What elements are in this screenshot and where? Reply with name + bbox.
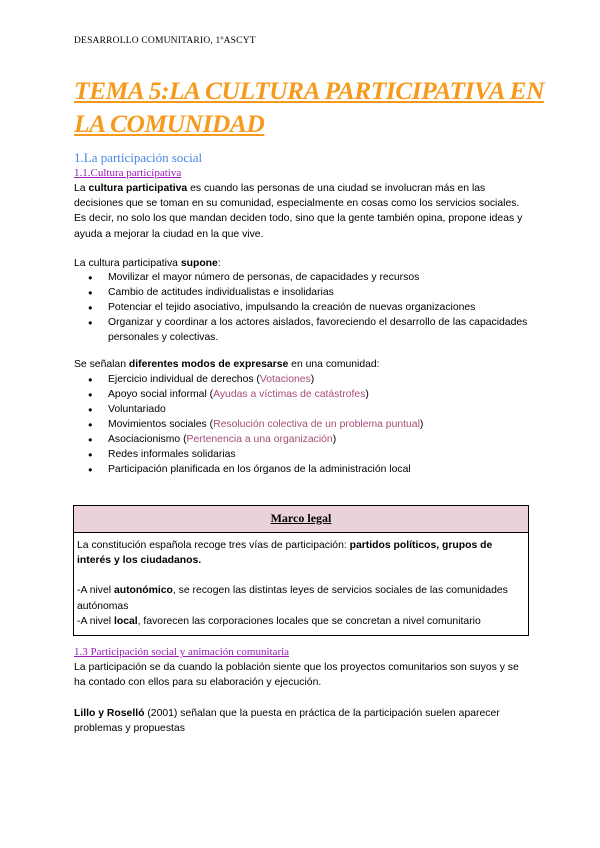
list-item: ● Participación planificada en los órganos de la administración local bbox=[74, 462, 528, 477]
list-item: ● Apoyo social informal (Ayudas a víctimas de catástrofes) bbox=[74, 387, 528, 402]
list-item: ● Redes informales solidarias bbox=[74, 447, 528, 462]
page-title: TEMA 5:LA CULTURA PARTICIPATIVA EN LA COMUNIDAD bbox=[74, 76, 544, 138]
list-item: ● Movimientos sociales (Resolución colectiva de un problema puntual) bbox=[74, 417, 528, 432]
list-item: ● Cambio de actitudes individualistas e insolidarias bbox=[74, 285, 528, 300]
marco-legal-heading: Marco legal bbox=[74, 506, 528, 533]
example-text: Ayudas a víctimas de catástrofes bbox=[213, 389, 366, 400]
lillo-paragraph: Lillo y Roselló (2001) señalan que la puesta en práctica de la participación suelen aparecer problemas y propuestas bbox=[74, 708, 500, 735]
list-item: ● Ejercicio individual de derechos (Votaciones) bbox=[74, 372, 528, 387]
list-item: ● Voluntariado bbox=[74, 402, 528, 417]
list-item: ● Movilizar el mayor número de personas, de capacidades y recursos bbox=[74, 270, 528, 285]
section-heading-participacion-social: 1.La participación social bbox=[74, 150, 203, 165]
page-header: DESARROLLO COMUNITARIO, 1ºASCYT bbox=[74, 36, 256, 46]
marco-legal-body: La constitución española recoge tres vías de participación: partidos políticos, grupos de interés y los ciudadanos. -A nivel autonómico, se recogen las distintas leyes de servicios sociales de las comunidades autónomas -A nivel local, favorecen las corporaciones locales que se concretan a nivel comunitario bbox=[77, 540, 508, 627]
list-item: ● Asociacionismo (Pertenencia a una organización) bbox=[74, 432, 528, 447]
subsection-heading-cultura-participativa: 1.1.Cultura participativa bbox=[74, 167, 182, 179]
example-text: Pertenencia a una organización bbox=[186, 434, 333, 445]
marco-legal-table bbox=[73, 505, 529, 636]
supone-list bbox=[74, 270, 528, 345]
modos-list bbox=[74, 372, 528, 477]
list-item: ● Organizar y coordinar a los actores aislados, favoreciendo el desarrollo de las capacidades personales y colectivas. bbox=[74, 315, 528, 345]
supone-paragraph: La cultura participativa supone: bbox=[74, 258, 221, 269]
example-text: Resolución colectiva de un problema puntual bbox=[213, 419, 420, 430]
example-text: Votaciones bbox=[259, 374, 311, 385]
subsection-heading-animacion-comunitaria: 1.3 Participación social y animación comunitaria bbox=[74, 646, 290, 658]
term-cultura-participativa: cultura participativa bbox=[88, 183, 188, 194]
intro-paragraph: La cultura participativa es cuando las personas de una ciudad se involucran más en las decisiones que se toman en su comunidad, especialmente en cosas como los servicios sociales. Es decir, no solo los que mandan deciden todo, sino que la gente también opina, propone ideas y ayuda a mejorar la ciudad en la que vive. bbox=[74, 183, 523, 240]
modos-paragraph: Se señalan diferentes modos de expresarse en una comunidad: bbox=[74, 359, 380, 370]
participacion-paragraph: La participación se da cuando la población siente que los proyectos comunitarios son suyos y se ha contado con ellos para su elaboración y ejecución. bbox=[74, 662, 519, 689]
list-item: ● Potenciar el tejido asociativo, impulsando la creación de nuevas organizaciones bbox=[74, 300, 528, 315]
